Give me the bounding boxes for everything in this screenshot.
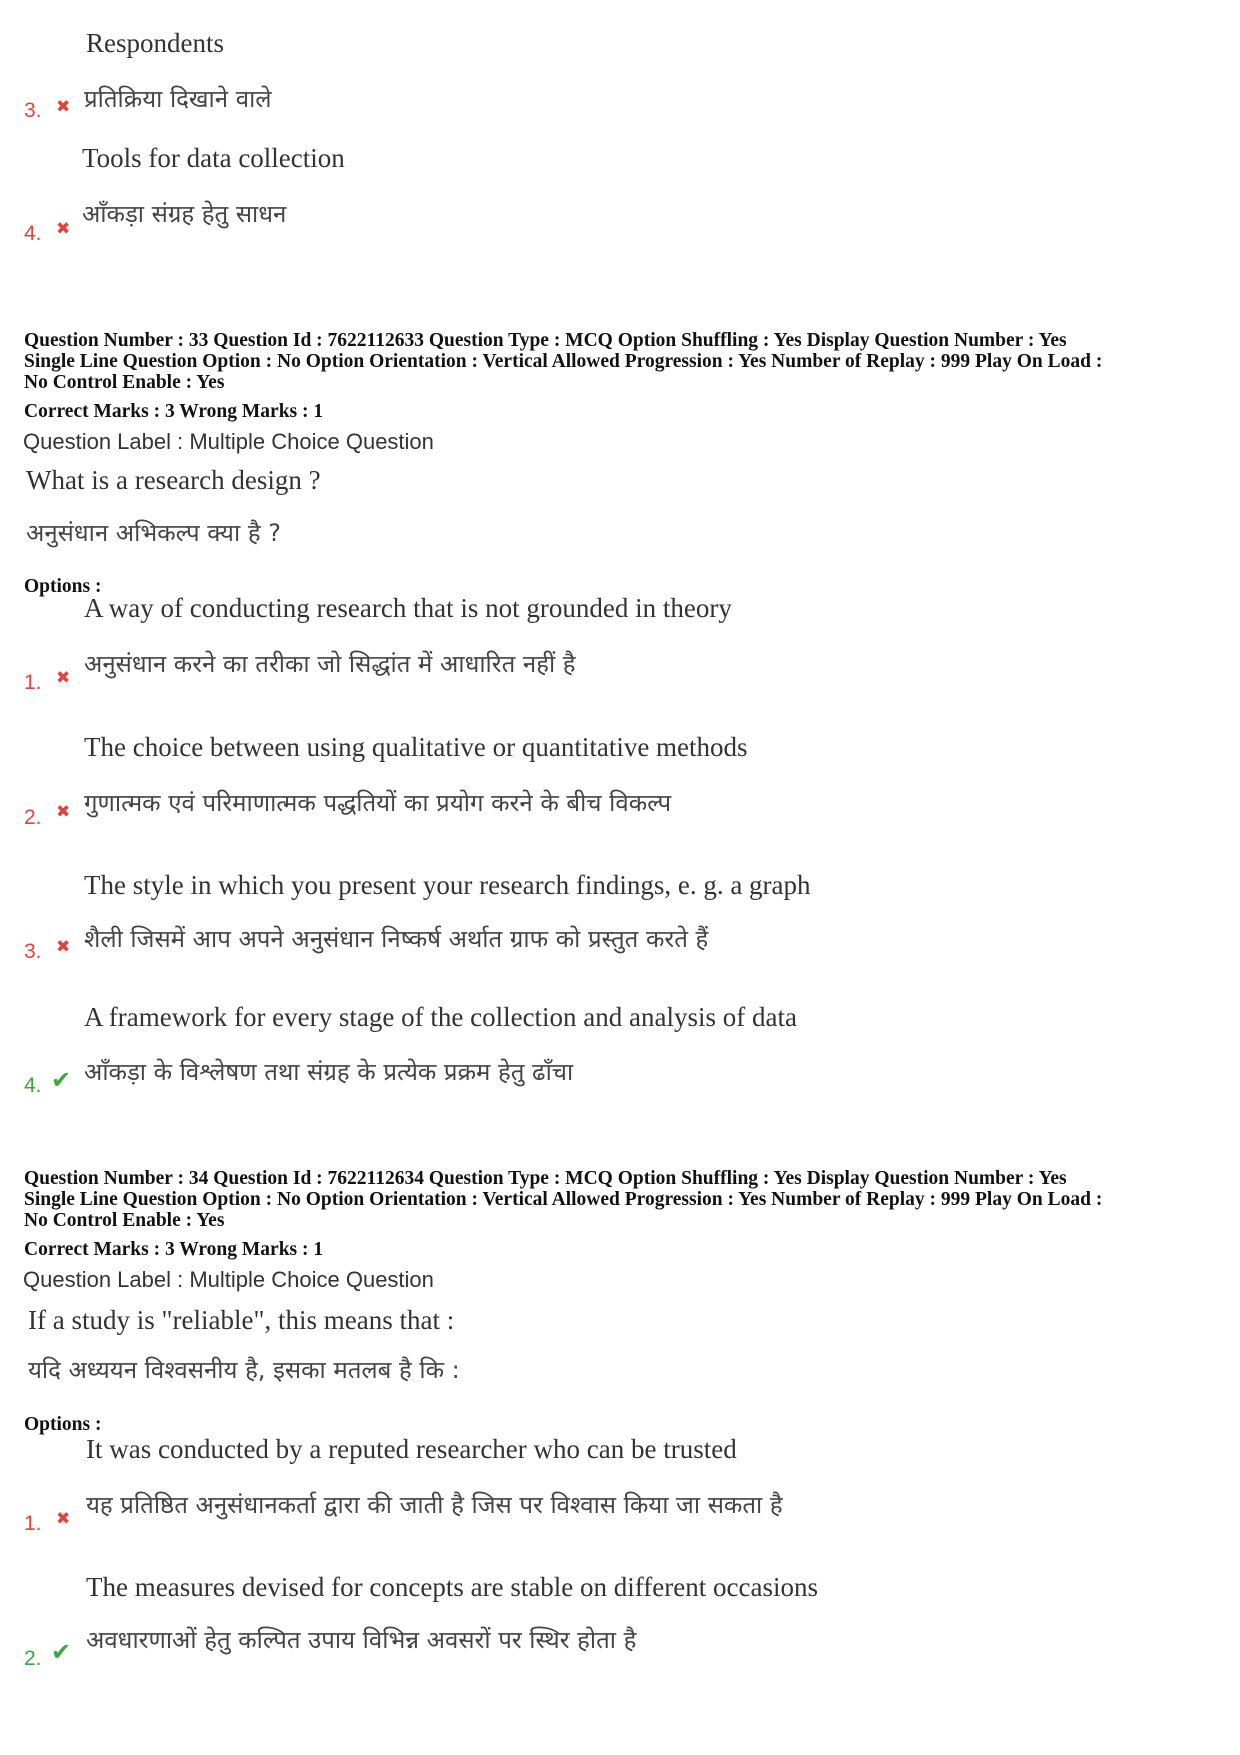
option-2-hindi: अवधारणाओं हेतु कल्पित उपाय विभिन्न अवसरों पर स्थिर होता है [86,1626,637,1654]
cross-icon: ✖ [56,97,71,117]
option-4-english: A framework for every stage of the collection and analysis of data [84,1002,797,1032]
options-label: Options : [24,1414,102,1435]
question-meta-line-3: No Control Enable : Yes [24,1210,225,1231]
option-2-english: The choice between using qualitative or quantitative methods [84,732,748,762]
question-meta-line-2: Single Line Question Option : No Option Orientation : Vertical Allowed Progression : Yes Number of Replay : 999 Play On Load : [24,351,1103,372]
question-label: Question Label : Multiple Choice Question [23,1267,434,1292]
option-1-number: 1. [24,671,42,694]
option-3-english: The style in which you present your research findings, e. g. a graph [84,870,811,900]
check-icon: ✔ [51,1638,72,1666]
question-meta-line-2: Single Line Question Option : No Option Orientation : Vertical Allowed Progression : Yes Number of Replay : 999 Play On Load : [24,1189,1103,1210]
option-3-hindi: प्रतिक्रिया दिखाने वाले [84,85,272,113]
cross-icon: ✖ [56,802,71,822]
option-4-number: 4. [24,1074,42,1097]
options-label: Options : [24,576,102,597]
option-3-hindi: शैली जिसमें आप अपने अनुसंधान निष्कर्ष अर्थात ग्राफ को प्रस्तुत करते हैं [84,925,709,953]
question-text-hindi: यदि अध्ययन विश्वसनीय है, इसका मतलब है कि : [28,1356,460,1384]
option-1-hindi: यह प्रतिष्ठित अनुसंधानकर्ता द्वारा की जाती है जिस पर विश्वास किया जा सकता है [86,1491,783,1519]
option-1-english: A way of conducting research that is not grounded in theory [84,593,732,623]
option-2-hindi: गुणात्मक एवं परिमाणात्मक पद्धतियों का प्रयोग करने के बीच विकल्प [84,789,672,817]
question-marks: Correct Marks : 3 Wrong Marks : 1 [24,1239,324,1260]
cross-icon: ✖ [56,668,71,688]
option-1-english: It was conducted by a reputed researcher who can be trusted [86,1434,737,1464]
cross-icon: ✖ [56,219,71,239]
question-text-english: If a study is "reliable", this means that : [28,1305,455,1335]
option-4-hindi: आँकड़ा के विश्लेषण तथा संग्रह के प्रत्येक प्रक्रम हेतु ढाँचा [84,1058,574,1086]
cross-icon: ✖ [56,937,71,957]
option-4-english: Tools for data collection [82,143,345,173]
option-2-number: 2. [24,806,42,829]
question-meta-line-1: Question Number : 34 Question Id : 7622112634 Question Type : MCQ Option Shuffling : Yes Display Question Number : Yes [24,1168,1067,1189]
check-icon: ✔ [51,1066,72,1094]
question-meta-line-3: No Control Enable : Yes [24,372,225,393]
option-4-hindi: आँकड़ा संग्रह हेतु साधन [82,200,287,228]
cross-icon: ✖ [56,1509,71,1529]
option-1-hindi: अनुसंधान करने का तरीका जो सिद्धांत में आधारित नहीं है [84,650,576,678]
question-marks: Correct Marks : 3 Wrong Marks : 1 [24,401,324,422]
option-3-number: 3. [24,99,42,122]
option-4-number: 4. [24,222,42,245]
option-3-number: 3. [24,940,42,963]
question-text-hindi: अनुसंधान अभिकल्प क्या है ? [26,519,281,547]
option-2-number: 2. [24,1647,42,1670]
option-1-number: 1. [24,1512,42,1535]
question-text-english: What is a research design ? [26,465,321,495]
question-label: Question Label : Multiple Choice Question [23,429,434,454]
question-meta-line-1: Question Number : 33 Question Id : 7622112633 Question Type : MCQ Option Shuffling : Yes Display Question Number : Yes [24,330,1067,351]
option-2-english: The measures devised for concepts are stable on different occasions [86,1572,818,1602]
option-3-english: Respondents [86,28,224,58]
